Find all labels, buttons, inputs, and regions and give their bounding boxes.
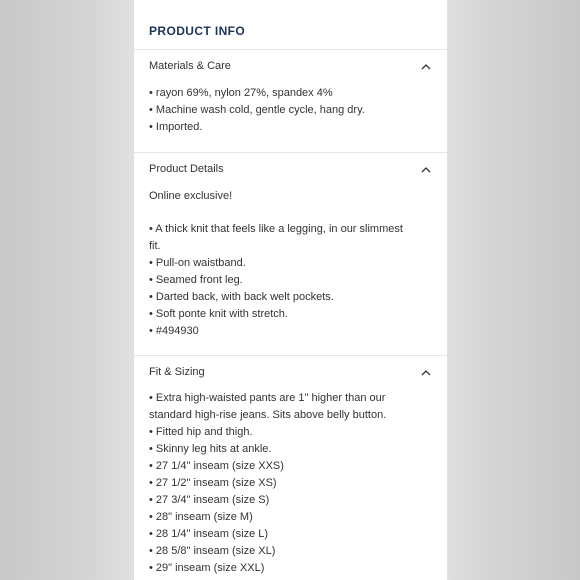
divider [134,355,447,356]
sizing-line: • 27 3/4" inseam (size S) [149,494,270,506]
details-line: fit. [149,240,161,252]
product-details-toggle[interactable]: Product Details [149,163,224,175]
sizing-line: • 27 1/2" inseam (size XS) [149,477,277,489]
chevron-up-icon[interactable] [420,368,432,378]
sizing-line: standard high-rise jeans. Sits above belly button. [149,409,387,421]
sizing-line: • Fitted hip and thigh. [149,426,253,438]
details-line: • Soft ponte knit with stretch. [149,308,288,320]
sizing-line: • 28 1/4" inseam (size L) [149,528,269,540]
details-line: • Darted back, with back welt pockets. [149,291,334,303]
sizing-line: • 27 1/4" inseam (size XXS) [149,460,284,472]
chevron-up-icon[interactable] [420,165,432,175]
divider [134,49,447,50]
materials-care-toggle[interactable]: Materials & Care [149,60,231,72]
sizing-line: • Extra high-waisted pants are 1" higher than our [149,392,386,404]
sizing-line: • 29" inseam (size XXL) [149,562,265,574]
materials-line: • Imported. [149,121,203,133]
sizing-line: • 28" inseam (size M) [149,511,253,523]
product-info-heading: PRODUCT INFO [149,24,246,38]
details-line: • Seamed front leg. [149,274,243,286]
chevron-up-icon[interactable] [420,62,432,72]
sizing-line: • 28 5/8" inseam (size XL) [149,545,276,557]
divider [134,152,447,153]
details-line: • #494930 [149,325,199,337]
fit-sizing-toggle[interactable]: Fit & Sizing [149,366,205,378]
details-line: • Pull-on waistband. [149,257,246,269]
product-info-panel [134,0,447,580]
materials-line: • rayon 69%, nylon 27%, spandex 4% [149,87,333,99]
details-line: • A thick knit that feels like a legging, in our slimmest [149,223,403,235]
sizing-line: • Skinny leg hits at ankle. [149,443,272,455]
materials-line: • Machine wash cold, gentle cycle, hang dry. [149,104,365,116]
details-line: Online exclusive! [149,190,233,202]
